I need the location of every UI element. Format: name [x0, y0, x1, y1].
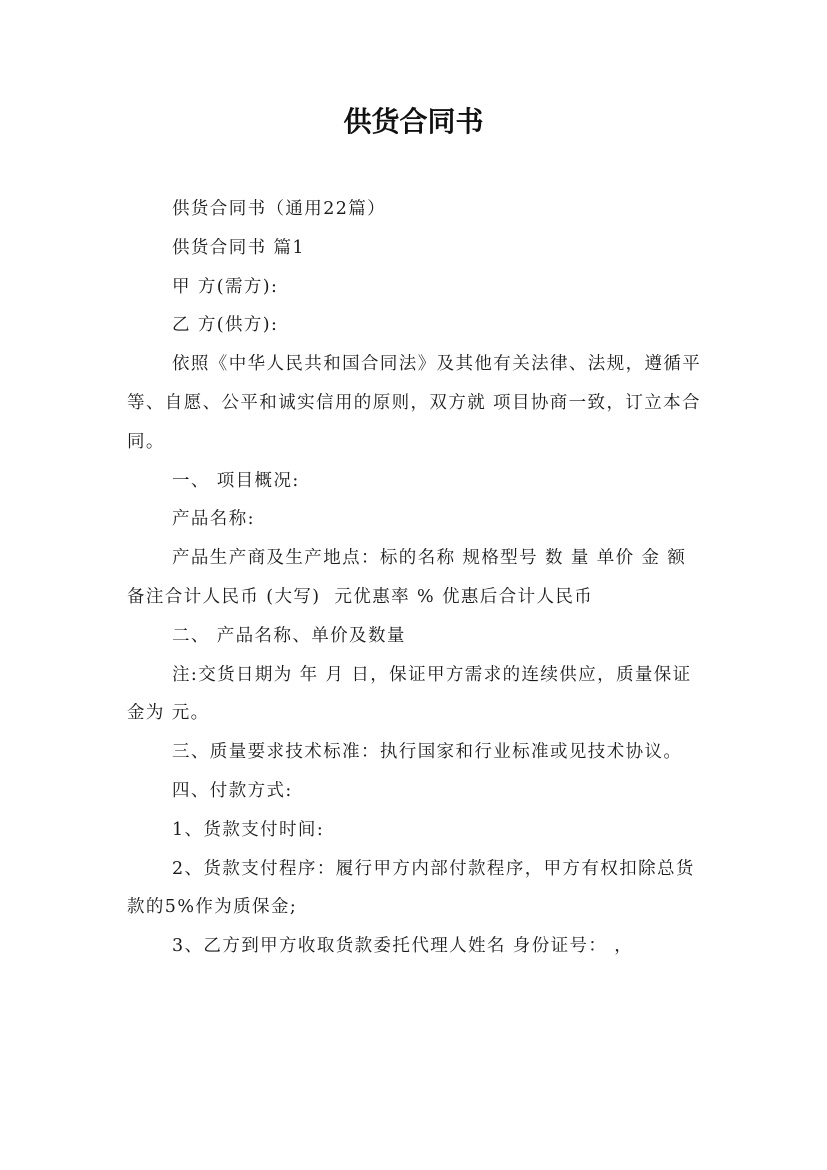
paragraph-party-a: 甲 方(需方):	[172, 276, 279, 297]
paragraph-payment-agent: 3、乙方到甲方收取货款委托代理人姓名 身份证号： ，	[172, 936, 634, 957]
paragraph-section-heading: 供货合同书 篇1	[172, 237, 305, 258]
document-title: 供货合同书	[343, 105, 484, 138]
paragraph-preamble: 依照《中华人民共和国合同法》及其他有关法律、法规，遵循平等、自愿、公平和诚实信用的原则，双方就 项目协商一致，订立本合同。	[127, 354, 702, 452]
paragraph-delivery-note: 注:交货日期为 年 月 日，保证甲方需求的连续供应，质量保证金为 元。	[127, 664, 692, 724]
paragraph-subtitle: 供货合同书（通用22篇）	[172, 199, 387, 219]
paragraph-product-details: 产品生产商及生产地点：标的名称 规格型号 数 量 单价 金 额 备注合计人民币 (大写) 元优惠率 % 优惠后合计人民币	[127, 548, 694, 607]
paragraph-payment-method: 四、付款方式:	[172, 780, 293, 801]
paragraph-project-overview: 一、 项目概况:	[172, 470, 300, 491]
paragraph-quality-requirements: 三、质量要求技术标准：执行国家和行业标准或见技术协议。	[172, 742, 683, 763]
paragraph-payment-procedure: 2、货款支付程序：履行甲方内部付款程序，甲方有权扣除总货款的5%作为质保金;	[127, 858, 695, 918]
paragraph-payment-time: 1、货款支付时间:	[172, 819, 325, 840]
paragraph-product-name: 产品名称:	[172, 509, 255, 530]
paragraph-section-two: 二、 产品名称、单价及数量	[172, 625, 406, 646]
document-body	[127, 190, 707, 966]
paragraph-party-b: 乙 方(供方):	[172, 315, 279, 336]
